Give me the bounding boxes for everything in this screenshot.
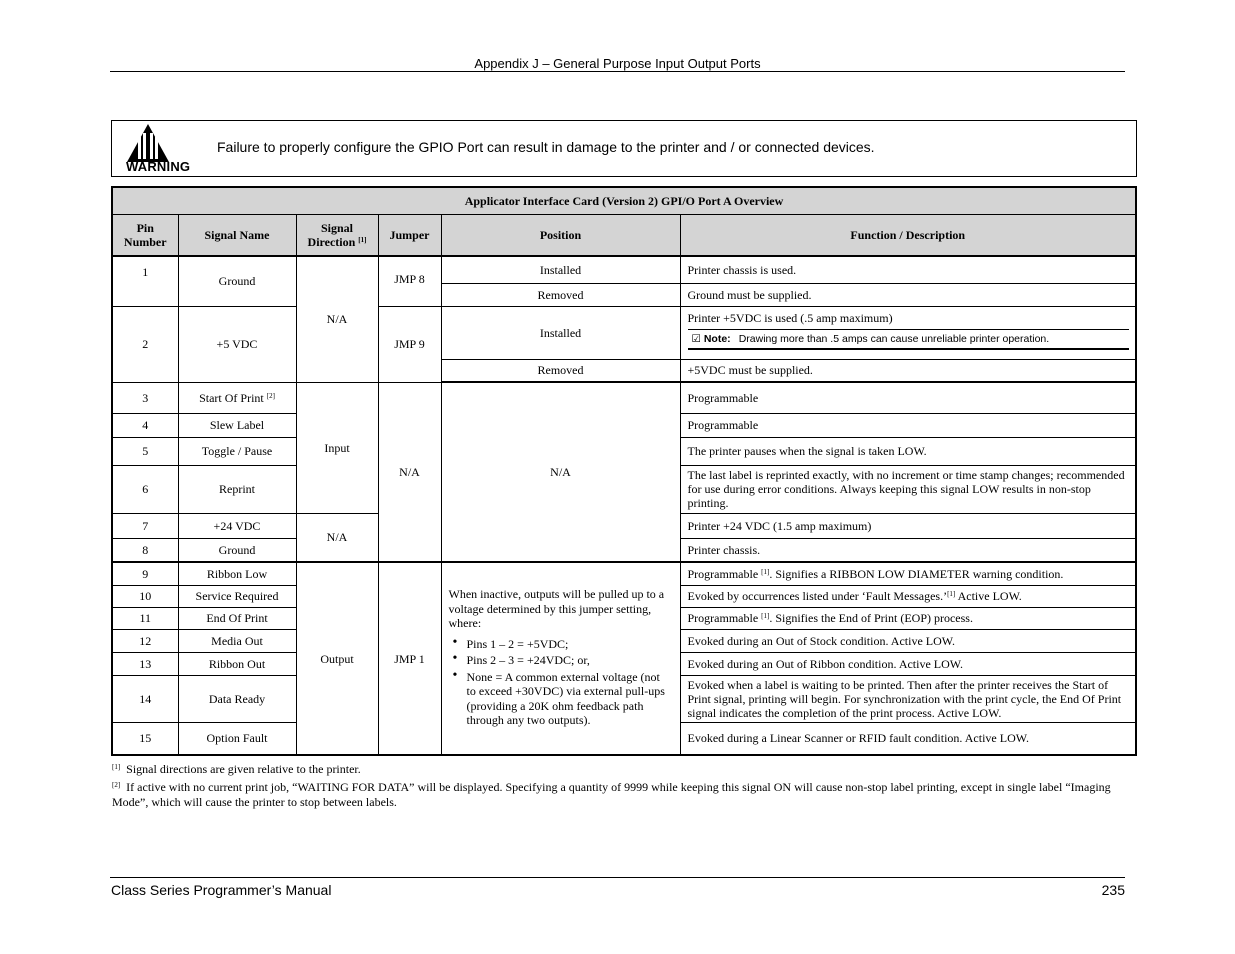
pin-number: 11	[112, 607, 178, 629]
pin-number: 10	[112, 585, 178, 607]
footnote-ref: [2]	[266, 391, 275, 400]
note-text: Drawing more than .5 amps can cause unreliable printer operation.	[738, 332, 1050, 345]
table-row	[112, 562, 1136, 585]
position	[441, 562, 680, 755]
note-box	[688, 329, 1130, 350]
checkbox-icon: ☑	[691, 332, 701, 345]
function-description: Programmable	[680, 382, 1136, 413]
col-header-pin	[112, 215, 178, 257]
signal-direction: N/A	[296, 513, 378, 562]
signal-name: Ground	[178, 256, 296, 306]
list-item: • Pins 2 – 3 = +24VDC; or,	[467, 653, 672, 668]
function-text: Programmable	[687, 611, 762, 625]
footer-rule	[110, 877, 1125, 878]
signal-name: Media Out	[178, 629, 296, 652]
position: Removed	[441, 283, 680, 306]
function-description	[680, 562, 1136, 585]
pin-number: 3	[112, 382, 178, 413]
signal-name: +5 VDC	[178, 306, 296, 382]
position: Installed	[441, 306, 680, 359]
footnote-marker: [2]	[112, 781, 121, 789]
footnote-1	[112, 762, 361, 777]
table-title: Applicator Interface Card (Version 2) GPI/O Port A Overview	[112, 187, 1136, 215]
jumper: JMP 1	[378, 562, 441, 755]
pin-header-line2: Number	[123, 235, 167, 249]
function-description: Ground must be supplied.	[680, 283, 1136, 306]
pin-number: 15	[112, 722, 178, 755]
page-header-title: Appendix J – General Purpose Input Output Ports	[474, 56, 761, 71]
function-description: Evoked during a Linear Scanner or RFID fault condition. Active LOW.	[680, 722, 1136, 755]
function-description: Evoked during an Out of Ribbon condition. Active LOW.	[680, 652, 1136, 675]
col-header-function: Function / Description	[680, 215, 1136, 257]
function-description: The printer pauses when the signal is taken LOW.	[680, 437, 1136, 465]
function-description	[680, 607, 1136, 629]
list-item: • None = A common external voltage (not to exceed +30VDC) via external pull-ups (providing a 20K ohm feedback path through any two outputs).	[467, 670, 672, 728]
function-text: . Signifies a RIBBON LOW DIAMETER warning condition.	[769, 566, 1064, 581]
signal-direction: Output	[296, 562, 378, 755]
position: Installed	[441, 256, 680, 283]
signal-name: End Of Print	[178, 607, 296, 629]
signal-name: Ground	[178, 538, 296, 562]
table-header-row	[112, 215, 1136, 257]
table-row	[112, 306, 1136, 359]
signal-name: Ribbon Low	[178, 562, 296, 585]
function-text: Printer +5VDC is used (.5 amp maximum)	[687, 310, 893, 325]
pin-number: 2	[112, 306, 178, 382]
signal-direction: N/A	[296, 256, 378, 382]
function-text: Programmable	[687, 566, 762, 581]
footnote-ref: [1]	[358, 236, 367, 244]
pin-number: 9	[112, 562, 178, 585]
signal-name: Slew Label	[178, 413, 296, 437]
jumper: JMP 8	[378, 256, 441, 306]
signal-direction: Input	[296, 382, 378, 513]
footnote-2	[112, 780, 1112, 810]
signal-name: Reprint	[178, 465, 296, 513]
pin-number: 6	[112, 465, 178, 513]
function-description	[680, 306, 1136, 359]
page-number: 235	[1101, 882, 1125, 898]
signal-name: Option Fault	[178, 722, 296, 755]
function-description	[680, 585, 1136, 607]
signal-name	[178, 382, 296, 413]
note-label: Note:	[703, 332, 731, 345]
pin-number: 12	[112, 629, 178, 652]
function-description: +5VDC must be supplied.	[680, 359, 1136, 382]
signal-name: Data Ready	[178, 675, 296, 722]
signal-name: Service Required	[178, 585, 296, 607]
gpio-port-a-table	[111, 186, 1137, 756]
table-title-row	[112, 187, 1136, 215]
signal-name-text: Start Of Print	[199, 390, 264, 405]
function-description: The last label is reprinted exactly, with no increment or time stamp changes; recommended for use during error conditions. Always keeping this signal LOW results in non-stop printing.	[680, 465, 1136, 513]
direction-header-line2: Direction	[307, 235, 356, 249]
footer-manual-title: Class Series Programmer’s Manual	[111, 882, 332, 898]
warning-text: Failure to properly configure the GPIO Port can result in damage to the printer and / or connected devices.	[217, 139, 875, 155]
pin-number: 8	[112, 538, 178, 562]
pin-number: 4	[112, 413, 178, 437]
pin-header-line1: Pin	[136, 221, 154, 235]
list-item: • Pins 1 – 2 = +5VDC;	[467, 637, 672, 652]
function-description: Printer chassis.	[680, 538, 1136, 562]
function-description: Programmable	[680, 413, 1136, 437]
header-rule	[110, 71, 1125, 72]
warning-triangle-icon	[126, 123, 170, 163]
col-header-position: Position	[441, 215, 680, 257]
pin-number: 1	[112, 256, 178, 306]
function-text: Evoked by occurrences listed under ‘Fault Messages.’	[687, 589, 948, 603]
function-description: Printer +24 VDC (1.5 amp maximum)	[680, 513, 1136, 538]
signal-name: Toggle / Pause	[178, 437, 296, 465]
function-description: Evoked during an Out of Stock condition. Active LOW.	[680, 629, 1136, 652]
pin-number: 5	[112, 437, 178, 465]
col-header-signal-name: Signal Name	[178, 215, 296, 257]
output-position-options	[449, 637, 672, 728]
signal-name: Ribbon Out	[178, 652, 296, 675]
footnote-ref: [1]	[761, 612, 770, 620]
warning-box	[111, 120, 1137, 177]
function-description: Printer chassis is used.	[680, 256, 1136, 283]
output-position-intro: When inactive, outputs will be pulled up to a voltage determined by this jumper setting, where:	[448, 587, 665, 631]
footnote-ref: [1]	[947, 590, 956, 598]
warning-label: WARNING	[126, 159, 191, 174]
jumper: N/A	[378, 382, 441, 562]
pin-number: 7	[112, 513, 178, 538]
function-text: . Signifies the End of Print (EOP) process.	[769, 611, 973, 625]
position: N/A	[441, 382, 680, 562]
pin-number: 13	[112, 652, 178, 675]
table-row	[112, 256, 1136, 283]
col-header-jumper: Jumper	[378, 215, 441, 257]
function-description: Evoked when a label is waiting to be printed. Then after the printer receives the Start of Print signal, printing will begin. For synchronization with the print cycle, the End Of Print signal indicates the completion of the print process. Active LOW.	[680, 675, 1136, 722]
col-header-direction	[296, 215, 378, 257]
position: Removed	[441, 359, 680, 382]
signal-name: +24 VDC	[178, 513, 296, 538]
pin-number: 14	[112, 675, 178, 722]
footnote-ref: [1]	[761, 567, 770, 576]
footnote-marker: [1]	[112, 763, 121, 771]
function-text: Active LOW.	[955, 589, 1022, 603]
footnote-text: If active with no current print job, “WAITING FOR DATA” will be displayed. Specifying a quantity of 9999 while keeping this signal ON will cause non-stop label printing, except in single label “Imaging Mode”, which will cause the printer to stop between labels.	[112, 780, 1111, 809]
table-row	[112, 382, 1136, 413]
jumper: JMP 9	[378, 306, 441, 382]
footnote-text: Signal directions are given relative to the printer.	[126, 762, 361, 776]
direction-header-line1: Signal	[320, 221, 353, 235]
